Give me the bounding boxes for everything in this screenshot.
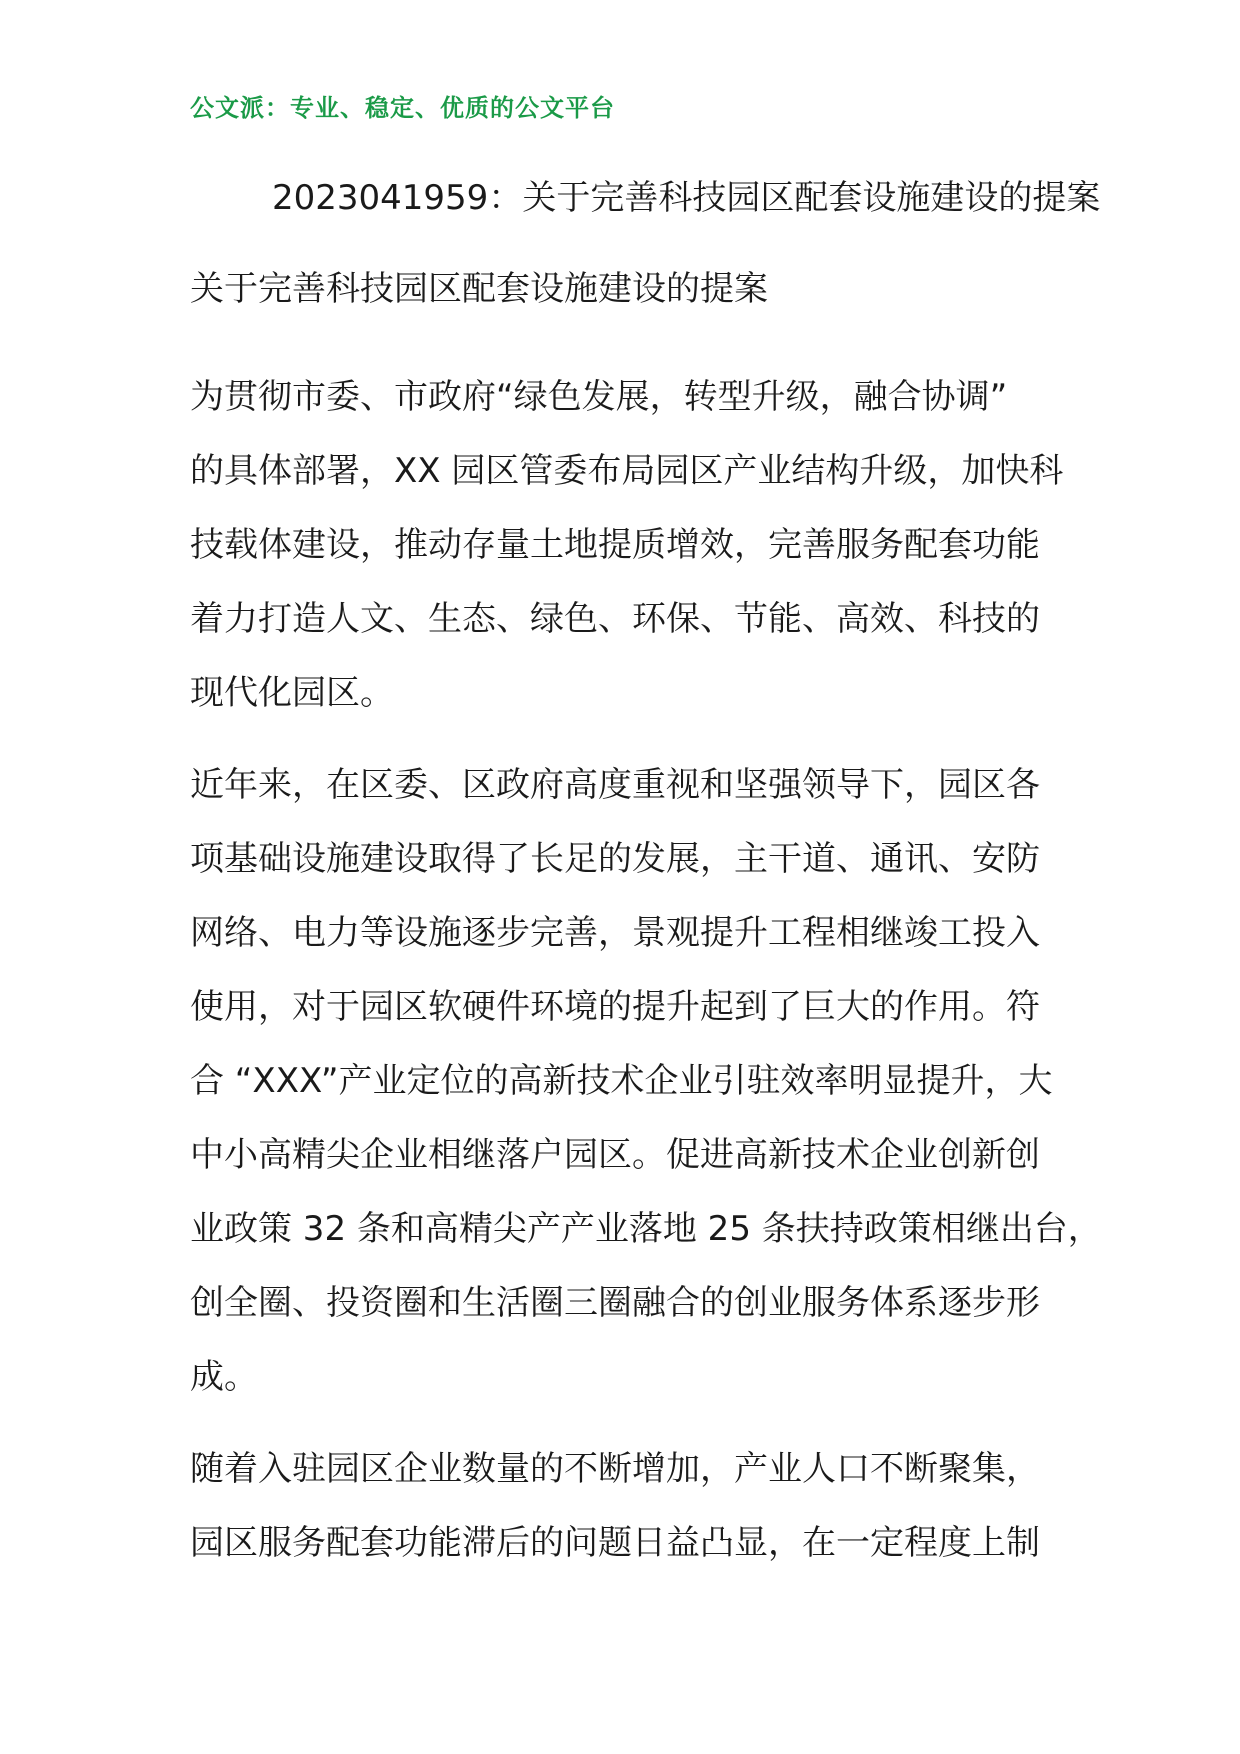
text-line: 中小高精尖企业相继落户园区。促进高新技术企业创新创 — [190, 1135, 1040, 1175]
document-title: 2023041959：关于完善科技园区配套设施建设的提案 — [272, 178, 1101, 218]
brand-header: 公文派：专业、稳定、优质的公文平台 — [190, 94, 615, 122]
text-line: 为贯彻市委、市政府“绿色发展，转型升级，融合协调” — [190, 377, 1008, 417]
paragraph-2 — [190, 748, 1102, 1414]
text-line: 网络、电力等设施逐步完善，景观提升工程相继竣工投入 — [190, 913, 1040, 953]
text-line: 创全圈、投资圈和生活圈三圈融合的创业服务体系逐步形 — [190, 1283, 1040, 1323]
text-line: 技载体建设，推动存量土地提质增效，完善服务配套功能 — [190, 525, 1040, 565]
text-line: 近年来，在区委、区政府高度重视和坚强领导下，园区各 — [190, 765, 1040, 805]
document-body — [190, 360, 1102, 1598]
text-line: 成。 — [190, 1357, 258, 1397]
text-line: 合 “XXX”产业定位的高新技术企业引驻效率明显提升，大 — [190, 1061, 1053, 1101]
text-line: 业政策 32 条和高精尖产产业落地 25 条扶持政策相继出台， — [190, 1209, 1102, 1249]
paragraph-3 — [190, 1432, 1058, 1580]
text-line: 现代化园区。 — [190, 673, 394, 713]
paragraph-1 — [190, 360, 1064, 730]
text-line: 随着入驻园区企业数量的不断增加，产业人口不断聚集， — [190, 1449, 1040, 1489]
document-subtitle: 关于完善科技园区配套设施建设的提案 — [190, 269, 768, 309]
text-line: 的具体部署，XX 园区管委布局园区产业结构升级，加快科 — [190, 451, 1064, 491]
text-line: 项基础设施建设取得了长足的发展，主干道、通讯、安防 — [190, 839, 1040, 879]
text-line: 着力打造人文、生态、绿色、环保、节能、高效、科技的 — [190, 599, 1040, 639]
text-line: 使用，对于园区软硬件环境的提升起到了巨大的作用。符 — [190, 987, 1040, 1027]
text-line: 园区服务配套功能滞后的问题日益凸显，在一定程度上制 — [190, 1523, 1040, 1563]
